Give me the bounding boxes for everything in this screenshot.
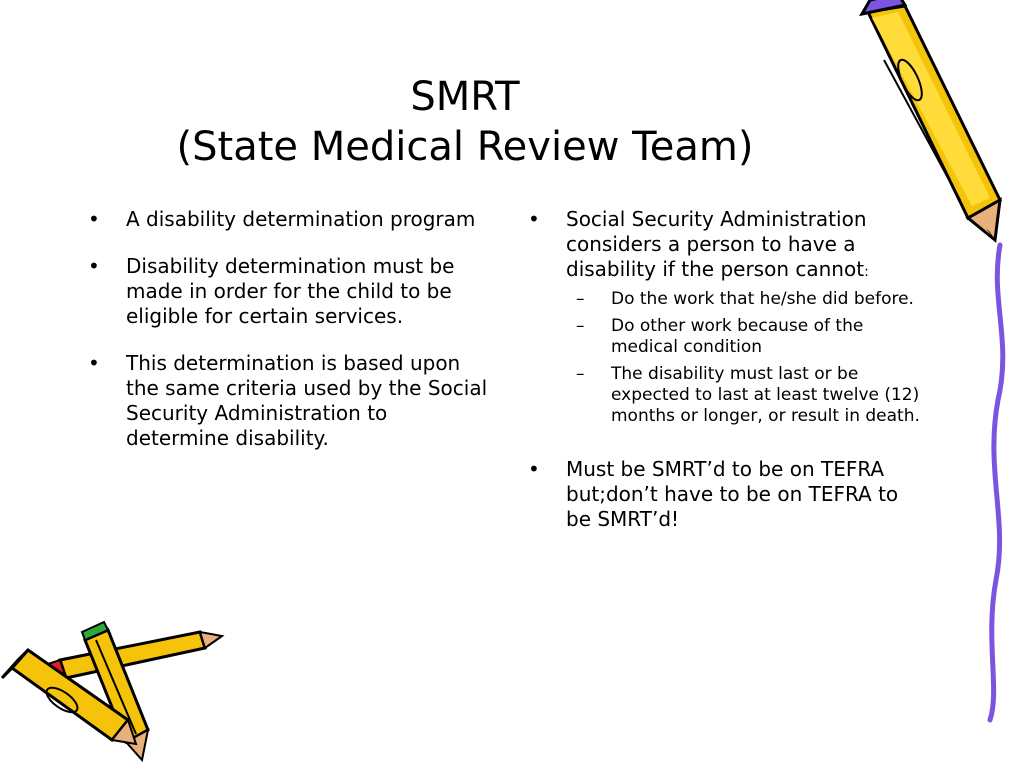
left-bullet-3: • This determination is based upon the same criteria used by the Social Security Administration to determine disability. <box>86 351 496 451</box>
pencil-bottom-left-1-icon <box>48 632 222 682</box>
left-bullet-2: • Disability determination must be made in order for the child to be eligible for certain services. <box>86 254 496 329</box>
pencil-top-right-icon <box>862 0 1000 240</box>
wavy-line-icon <box>990 245 1003 720</box>
sub-item-1: – Do the work that he/she did before. <box>526 289 926 310</box>
right-bullet-last: • Must be SMRT’d to be on TEFRA but;don’t have to be on TEFRA to be SMRT’d! <box>526 457 926 532</box>
right-intro-text: Social Security Administration considers a person to have a disability if the person cannot <box>566 207 867 281</box>
right-intro-colon: : <box>864 264 869 280</box>
sub-item-2: – Do other work because of the medical condition <box>526 316 926 358</box>
title-line-2: (State Medical Review Team) <box>176 124 754 170</box>
sub-item-3: – The disability must last or be expected to last at least twelve (12) months or longer, or result in death. <box>526 364 926 427</box>
left-bullet-1: • A disability determination program <box>86 207 496 232</box>
title-line-1: SMRT <box>410 74 520 120</box>
